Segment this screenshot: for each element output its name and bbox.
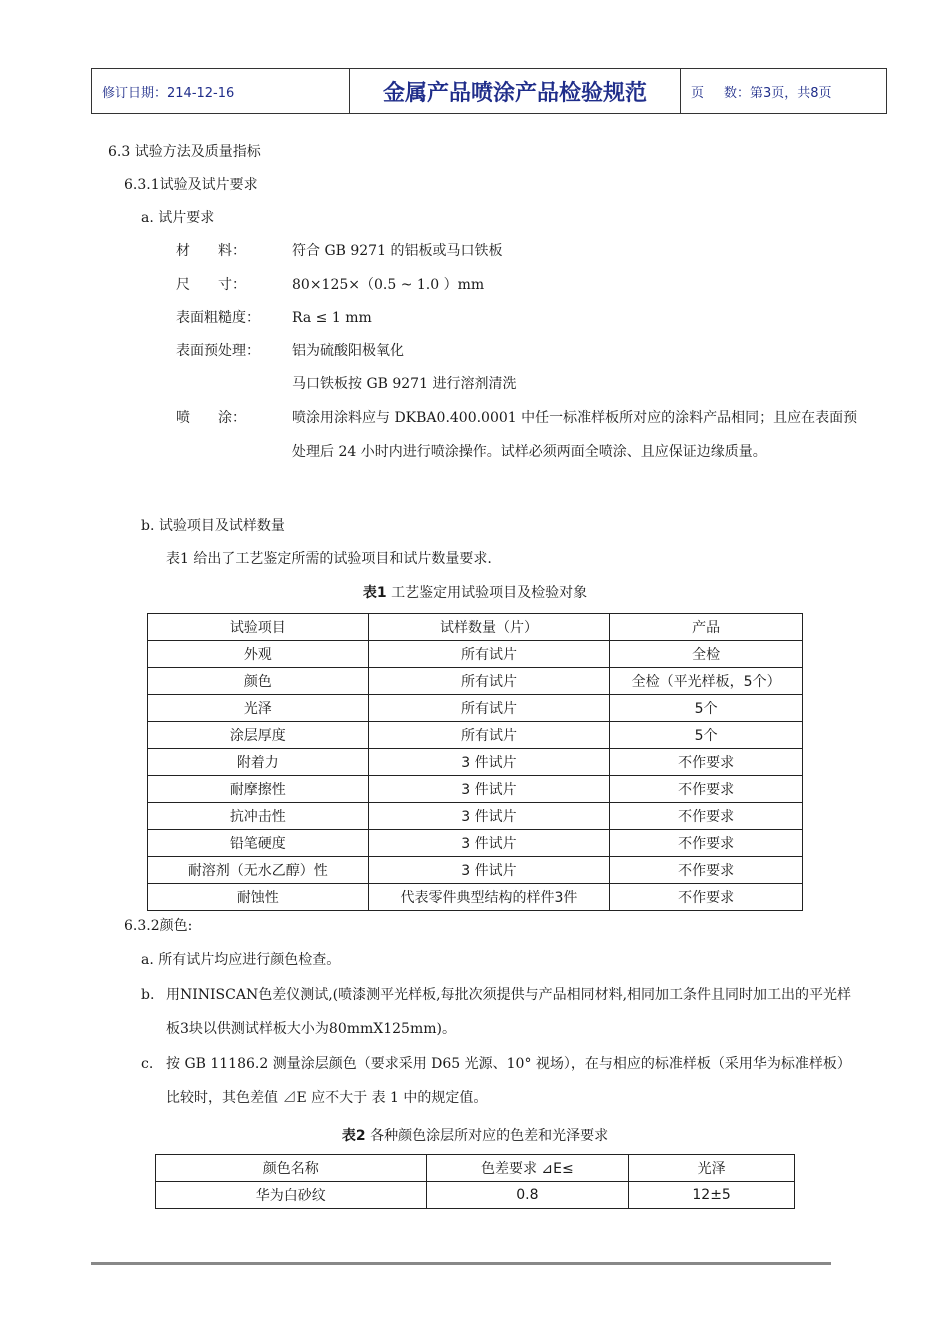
table-row [156, 1182, 795, 1209]
table-row [148, 803, 803, 830]
table-header-cell: 色差要求 ⊿E≤ [426, 1155, 629, 1182]
table-cell: 0.8 [426, 1182, 629, 1209]
table-cell: 所有试片 [368, 668, 610, 695]
table-cell: 耐蚀性 [148, 884, 369, 911]
pretreatment-value-1: 铝为硫酸阳极氧化 [292, 343, 404, 359]
table-row [148, 884, 803, 911]
subsection-b-heading: b. 试验项目及试样数量 [141, 518, 285, 534]
table-cell: 不作要求 [610, 749, 803, 776]
table-cell: 附着力 [148, 749, 369, 776]
table2-caption [155, 1125, 795, 1145]
size-label: 尺 寸： [176, 277, 246, 293]
table-cell: 所有试片 [368, 722, 610, 749]
table-cell: 3 件试片 [368, 776, 610, 803]
table-header-row [156, 1155, 795, 1182]
pretreatment-label: 表面预处理： [176, 343, 260, 359]
color-item-c-marker: c. [141, 1056, 154, 1072]
table-header-cell: 试样数量（片） [368, 614, 610, 641]
pretreatment-value-2: 马口铁板按 GB 9271 进行溶剂清洗 [292, 376, 517, 392]
page-label: 页 [691, 85, 705, 101]
table2-caption-number: 表2 [341, 1128, 366, 1144]
table-cell: 5个 [610, 695, 803, 722]
table-cell: 不作要求 [610, 803, 803, 830]
table-cell: 颜色 [148, 668, 369, 695]
table-cell: 12±5 [629, 1182, 795, 1209]
table-cell: 5个 [610, 722, 803, 749]
size-value: 80×125×（0.5 ~ 1.0 ）mm [292, 277, 485, 293]
table-cell: 外观 [148, 641, 369, 668]
table-header-cell: 光泽 [629, 1155, 795, 1182]
test-items-table [147, 613, 803, 911]
table1-caption [148, 582, 802, 602]
table-header-cell: 试验项目 [148, 614, 369, 641]
table-cell: 铅笔硬度 [148, 830, 369, 857]
color-requirements-table [155, 1154, 795, 1209]
material-label: 材 料： [176, 243, 246, 259]
table-row [148, 857, 803, 884]
table-cell: 所有试片 [368, 641, 610, 668]
section-6-3-heading: 6.3 试验方法及质量指标 [108, 144, 261, 160]
table-header-row [148, 614, 803, 641]
section-6-3-1-heading: 6.3.1试验及试片要求 [124, 177, 258, 193]
table1-intro: 表1 给出了工艺鉴定所需的试验项目和试片数量要求. [166, 551, 492, 567]
table-header-cell: 产品 [610, 614, 803, 641]
table-cell: 3 件试片 [368, 830, 610, 857]
section-6-3-2-heading: 6.3.2颜色: [124, 918, 193, 934]
table-cell: 不作要求 [610, 776, 803, 803]
color-item-c: 按 GB 11186.2 测量涂层颜色（要求采用 D65 光源、10° 视场），在与相应的标准样板（采用华为标准样板）比较时，其色差值 ⊿E 应不大于 表 1 中的规定值。 [166, 1056, 851, 1106]
table-cell: 不作要求 [610, 857, 803, 884]
table-cell: 耐溶剂（无水乙醇）性 [148, 857, 369, 884]
table-cell: 所有试片 [368, 695, 610, 722]
subsection-a-heading: a. 试片要求 [141, 210, 215, 226]
footer-divider [91, 1262, 831, 1265]
table-row [148, 668, 803, 695]
table1-caption-text: 工艺鉴定用试验项目及检验对象 [386, 585, 588, 601]
table-row [148, 776, 803, 803]
table-cell: 涂层厚度 [148, 722, 369, 749]
document-title: 金属产品喷涂产品检验规范 [350, 69, 681, 113]
document-header [91, 68, 887, 114]
table-cell: 3 件试片 [368, 749, 610, 776]
table-row [148, 749, 803, 776]
table-row [148, 641, 803, 668]
table-cell: 3 件试片 [368, 857, 610, 884]
table-cell: 全检 [610, 641, 803, 668]
color-item-a: a. 所有试片均应进行颜色检查。 [141, 952, 341, 968]
spray-label: 喷 涂： [176, 410, 246, 426]
table-cell: 3 件试片 [368, 803, 610, 830]
roughness-label: 表面粗糙度： [176, 310, 260, 326]
spray-value: 喷涂用涂料应与 DKBA0.400.0001 中任一标准样板所对应的涂料产品相同；且应在表面预处理后 24 小时内进行喷涂操作。试样必须两面全喷涂、且应保证边缘质量。 [292, 410, 858, 460]
color-item-b: 用NINISCAN色差仪测试,(喷漆测平光样板,每批次须提供与产品相同材料,相同加工条件且同时加工出的平光样板3块以供测试样板大小为80mmX125mm)。 [166, 987, 852, 1037]
table-cell: 光泽 [148, 695, 369, 722]
table-cell: 全检（平光样板，5个） [610, 668, 803, 695]
page-count: 数：第3页，共8页 [724, 85, 832, 101]
material-value: 符合 GB 9271 的铝板或马口铁板 [292, 243, 503, 259]
table-cell: 不作要求 [610, 830, 803, 857]
table-row [148, 722, 803, 749]
table-cell: 代表零件典型结构的样件3件 [368, 884, 610, 911]
table-cell: 华为白砂纹 [156, 1182, 427, 1209]
table-cell: 耐摩擦性 [148, 776, 369, 803]
table-row [148, 830, 803, 857]
roughness-value: Ra ≤ 1 mm [292, 310, 372, 326]
revision-date: 修订日期：214-12-16 [92, 69, 350, 113]
color-item-b-marker: b. [141, 987, 155, 1003]
table2-caption-text: 各种颜色涂层所对应的色差和光泽要求 [365, 1128, 609, 1144]
table-cell: 抗冲击性 [148, 803, 369, 830]
table-cell: 不作要求 [610, 884, 803, 911]
page-info [681, 69, 886, 113]
table1-caption-number: 表1 [362, 585, 387, 601]
table-row [148, 695, 803, 722]
table-header-cell: 颜色名称 [156, 1155, 427, 1182]
